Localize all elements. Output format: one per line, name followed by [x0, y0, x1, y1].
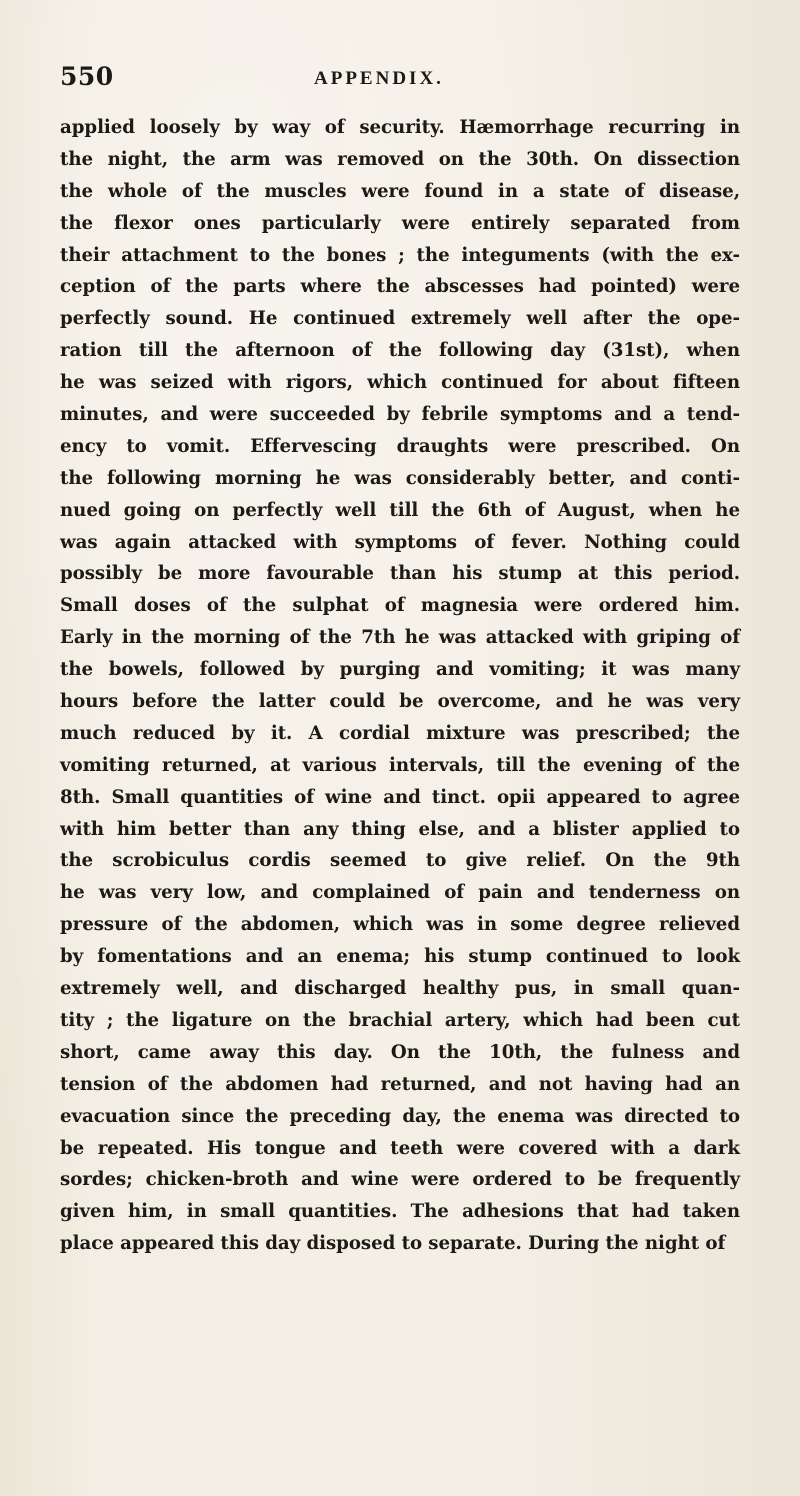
- text-line: short, came away this day. On the 10th, the fulness and: [60, 1041, 740, 1063]
- text-line: be repeated. His tongue and teeth were covered with a dark: [60, 1137, 740, 1159]
- text-line: applied loosely by way of security. Hæmorrhage recurring in: [60, 117, 740, 138]
- text-line: the scrobiculus cordis seemed to give relief. On the 9th: [60, 850, 740, 872]
- text-line: their attachment to the bones ; the integuments (with the ex-: [60, 244, 740, 266]
- text-line: the whole of the muscles were found in a state of disease,: [60, 180, 740, 202]
- text-line: extremely well, and discharged healthy pus, in small quan-: [60, 978, 740, 1000]
- text-line: the bowels, followed by purging and vomiting; it was many: [60, 659, 740, 681]
- page-header: [60, 62, 760, 102]
- text-line: ception of the parts where the abscesses had pointed) were: [60, 276, 740, 298]
- text-line: by fomentations and an enema; his stump continued to look: [60, 946, 740, 968]
- text-line: pressure of the abdomen, which was in some degree relieved: [60, 914, 740, 936]
- text-line: given him, in small quantities. The adhesions that had taken: [60, 1201, 740, 1223]
- text-line: sordes; chicken-broth and wine were ordered to be frequently: [60, 1169, 740, 1191]
- text-line: the following morning he was considerably better, and conti-: [60, 467, 740, 489]
- text-line: place appeared this day disposed to separate. During the night of: [60, 1233, 726, 1255]
- text-line: he was seized with rigors, which continued for about fifteen: [60, 372, 740, 394]
- text-line: the flexor ones particularly were entirely separated from: [60, 212, 740, 234]
- text-line: the night, the arm was removed on the 30th. On dissection: [60, 148, 740, 170]
- text-line: perfectly sound. He continued extremely well after the ope-: [60, 308, 740, 330]
- text-line: minutes, and were succeeded by febrile symptoms and a tend-: [60, 404, 740, 426]
- page-number: 550: [60, 62, 114, 91]
- text-line: was again attacked with symptoms of fever. Nothing could: [60, 531, 740, 553]
- text-line: Early in the morning of the 7th he was attacked with griping of: [60, 627, 740, 649]
- text-line: ration till the afternoon of the following day (31st), when: [60, 340, 740, 362]
- text-line: he was very low, and complained of pain and tenderness on: [60, 882, 740, 904]
- running-head: APPENDIX.: [314, 68, 444, 89]
- text-line: Small doses of the sulphat of magnesia were ordered him.: [60, 595, 740, 617]
- text-line: much reduced by it. A cordial mixture was prescribed; the: [60, 722, 740, 744]
- text-line: ency to vomit. Effervescing draughts were prescribed. On: [60, 435, 740, 457]
- text-line: hours before the latter could be overcome, and he was very: [60, 691, 740, 713]
- text-line: with him better than any thing else, and a blister applied to: [60, 818, 740, 840]
- text-line: tension of the abdomen had returned, and not having had an: [60, 1073, 740, 1095]
- text-line: evacuation since the preceding day, the enema was directed to: [60, 1105, 740, 1127]
- text-line: possibly be more favourable than his stump at this period.: [60, 563, 740, 585]
- text-line: nued going on perfectly well till the 6th of August, when he: [60, 499, 740, 521]
- text-line: vomiting returned, at various intervals, till the evening of the: [60, 754, 740, 776]
- text-line: 8th. Small quantities of wine and tinct. opii appeared to agree: [60, 786, 740, 808]
- body-text: [60, 112, 740, 1260]
- text-line: tity ; the ligature on the brachial artery, which had been cut: [60, 1009, 740, 1031]
